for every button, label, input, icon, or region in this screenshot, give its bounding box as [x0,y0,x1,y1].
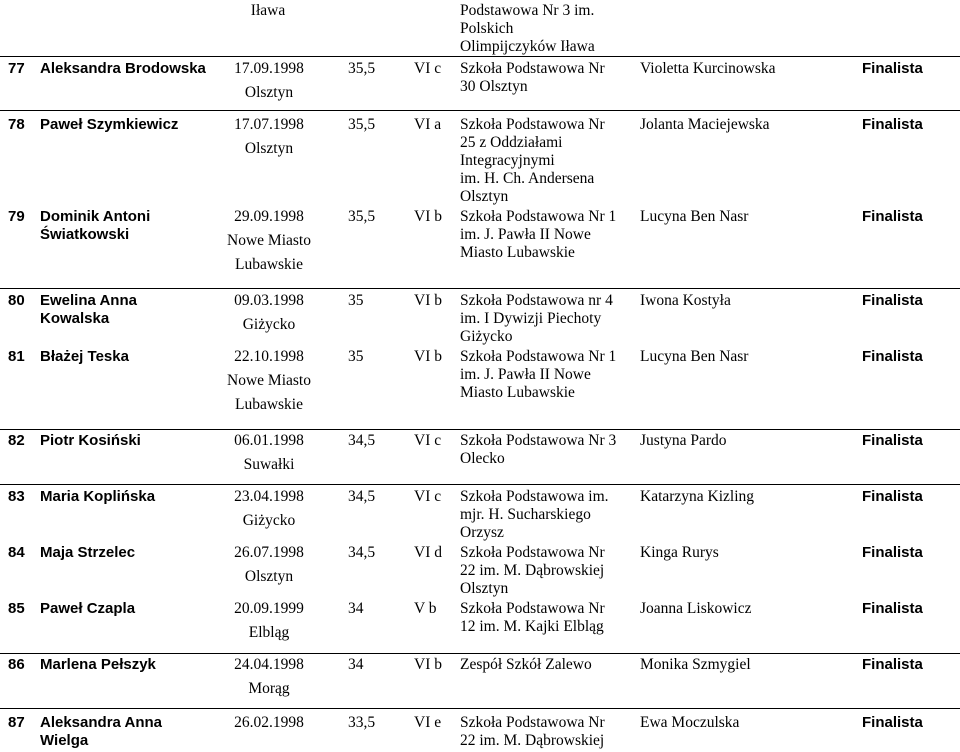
teacher: Katarzyna Kizling [640,488,755,505]
points: 35,5 [348,116,376,133]
row-number: 87 [8,714,25,731]
class: VI b [414,348,442,365]
row-number: 80 [8,292,25,309]
school: Szkoła Podstawowa Nr 3 Olecko [460,432,617,467]
class: VI c [414,488,442,505]
school: Szkoła Podstawowa Nr 30 Olsztyn [460,60,605,95]
student-name: Aleksandra Brodowska [40,60,206,77]
row-number: 85 [8,600,25,617]
prev-row-school: Podstawowa Nr 3 im. Polskich Olimpijczyków Iława [460,2,595,55]
teacher: Justyna Pardo [640,432,727,449]
class: V b [414,600,437,617]
result-badge: Finalista [862,432,923,449]
points: 34,5 [348,432,376,449]
school: Szkoła Podstawowa Nr 22 im. M. Dąbrowskiej Olsztyn [460,544,605,597]
student-name: Marlena Pełszyk [40,656,156,673]
class: VI a [414,116,442,133]
birth-date: 29.09.1998 Nowe Miasto Lubawskie [227,208,311,273]
school: Szkoła Podstawowa Nr 12 im. M. Kajki Elbląg [460,600,605,635]
teacher: Kinga Rurys [640,544,719,561]
row-separator [0,484,960,485]
teacher: Iwona Kostyła [640,292,731,309]
row-number: 83 [8,488,25,505]
birth-date: 26.02.1998 [234,714,304,731]
points: 34 [348,600,364,617]
birth-date: 24.04.1998 Morąg [234,656,304,697]
result-badge: Finalista [862,714,923,731]
student-name: Paweł Czapla [40,600,136,617]
points: 35,5 [348,60,376,77]
points: 34 [348,656,364,673]
student-name: Piotr Kosiński [40,432,141,449]
school: Szkoła Podstawowa Nr 1 im. J. Pawła II Nowe Miasto Lubawskie [460,348,617,401]
row-separator [0,708,960,709]
row-number: 79 [8,208,25,225]
student-name: Paweł Szymkiewicz [40,116,179,133]
birth-date: 23.04.1998 Giżycko [234,488,304,529]
result-badge: Finalista [862,488,923,505]
row-number: 81 [8,348,25,365]
result-badge: Finalista [862,656,923,673]
class: VI b [414,208,442,225]
student-name: Ewelina Anna Kowalska [40,292,137,327]
row-separator [0,429,960,430]
birth-date: 09.03.1998 Giżycko [234,292,304,333]
birth-date: 17.07.1998 Olsztyn [234,116,304,157]
row-number: 86 [8,656,25,673]
row-separator [0,110,960,111]
row-number: 78 [8,116,25,133]
student-name: Maja Strzelec [40,544,136,561]
points: 35 [348,348,364,365]
birth-date: 26.07.1998 Olsztyn [234,544,304,585]
birth-date: 17.09.1998 Olsztyn [234,60,304,101]
result-badge: Finalista [862,600,923,617]
prev-row-place: Iława [250,2,286,19]
points: 33,5 [348,714,376,731]
result-badge: Finalista [862,208,923,225]
points: 34,5 [348,488,376,505]
class: VI e [414,714,442,731]
points: 35,5 [348,208,376,225]
result-badge: Finalista [862,292,923,309]
row-separator [0,56,960,57]
student-name: Aleksandra Anna Wielga [40,714,162,749]
school: Szkoła Podstawowa nr 4 im. I Dywizji Piechoty Giżycko [460,292,613,345]
row-number: 84 [8,544,25,561]
student-name: Błażej Teska [40,348,129,365]
row-separator [0,653,960,654]
school: Zespół Szkół Zalewo [460,656,592,673]
class: VI c [414,60,442,77]
result-badge: Finalista [862,544,923,561]
birth-date: 20.09.1999 Elbląg [234,600,304,641]
birth-date: 06.01.1998 Suwałki [234,432,304,473]
class: VI d [414,544,442,561]
birth-date: 22.10.1998 Nowe Miasto Lubawskie [227,348,311,413]
teacher: Monika Szmygiel [640,656,751,673]
school: Szkoła Podstawowa Nr 25 z Oddziałami Integracyjnymi im. H. Ch. Andersena Olsztyn [460,116,605,205]
teacher: Violetta Kurcinowska [640,60,776,77]
class: VI c [414,432,442,449]
row-number: 82 [8,432,25,449]
school: Szkoła Podstawowa Nr 1 im. J. Pawła II Nowe Miasto Lubawskie [460,208,617,261]
school: Szkoła Podstawowa im. mjr. H. Sucharskiego Orzysz [460,488,609,541]
student-name: Dominik Antoni Światkowski [40,208,151,243]
teacher: Lucyna Ben Nasr [640,208,749,225]
row-separator [0,288,960,289]
teacher: Ewa Moczulska [640,714,740,731]
teacher: Lucyna Ben Nasr [640,348,749,365]
result-badge: Finalista [862,116,923,133]
teacher: Jolanta Maciejewska [640,116,770,133]
row-number: 77 [8,60,25,77]
result-badge: Finalista [862,348,923,365]
class: VI b [414,656,442,673]
teacher: Joanna Liskowicz [640,600,752,617]
result-badge: Finalista [862,60,923,77]
points: 34,5 [348,544,376,561]
points: 35 [348,292,364,309]
student-name: Maria Koplińska [40,488,156,505]
school: Szkoła Podstawowa Nr 22 im. M. Dąbrowskiej [460,714,605,749]
class: VI b [414,292,442,309]
